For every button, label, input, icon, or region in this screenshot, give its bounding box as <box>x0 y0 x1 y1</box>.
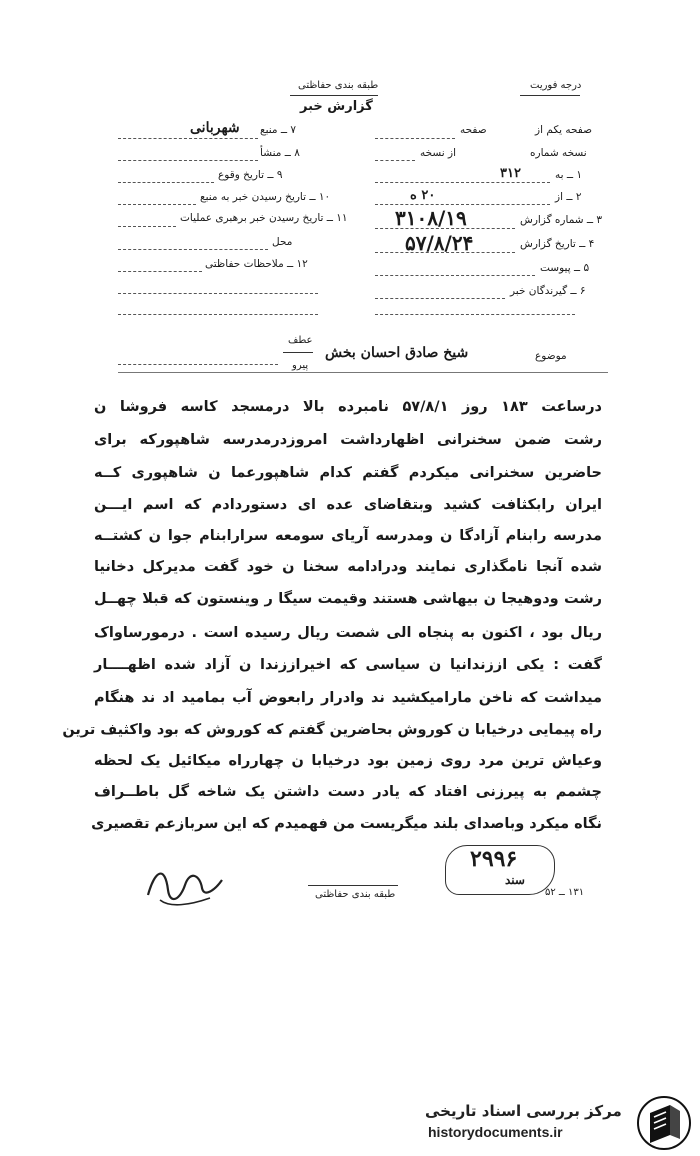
document-title: گزارش خبر <box>300 99 373 114</box>
field-security-notes-label: ۱۲ ــ ملاحظات حفاظتی <box>205 258 308 270</box>
field-report-number-value: ۳۱۰۸/۱۹ <box>395 206 467 230</box>
body-line: میداشت که ناخن مارامیکشید ند وادرار رابعوض آب بمامید اد ند هنگام <box>94 690 602 706</box>
field-from-label: ۲ ــ از <box>555 191 582 203</box>
field-received-source-line <box>118 204 196 205</box>
followup-note: پیرو <box>292 360 309 371</box>
field-source-label: ۷ ــ منبع <box>260 124 297 136</box>
body-line: چشمم به پیرزنی افتاد که یادر دست داشتن یک شاخه گل باطــراف <box>94 784 602 800</box>
stamp-note: سند <box>505 873 525 887</box>
field-recipients-line-2 <box>375 314 575 315</box>
field-received-ops-line <box>118 226 176 227</box>
field-to-value: ۳۱۲ <box>500 166 521 181</box>
reference-note: عطف <box>288 335 313 346</box>
field-occurrence-date-line <box>118 182 214 183</box>
body-line: مدرسه رابنام آزادگا ن ومدرسه آریای سومعه سرارابنام جوا ن کشتــه <box>94 528 602 544</box>
subject-divider <box>118 372 608 373</box>
field-recipients-line <box>375 298 505 299</box>
watermark-url: historydocuments.ir <box>428 1124 563 1140</box>
field-attachment-line <box>375 275 535 276</box>
body-line: ایران رابکثافت کشید وبتقاضای عده ای دستوردادم که اسم ایـــن <box>94 497 602 513</box>
subject-line <box>118 364 278 365</box>
field-copy-line <box>375 160 415 161</box>
subject-note-divider <box>283 352 313 353</box>
classification-top: طبقه بندی حفاظتی <box>298 80 379 91</box>
field-page-label: صفحه یکم از <box>535 124 593 136</box>
urgency-underline <box>520 95 580 96</box>
field-attachment-label: ۵ ــ پیوست <box>540 262 590 274</box>
classification-top-underline <box>290 95 378 96</box>
body-line: نگاه میکرد وباصدای بلند میگریست من فهمیدم که این سربازعم تقصیری <box>91 816 602 832</box>
field-received-source-label: ۱۰ ــ تاریخ رسیدن خبر به منبع <box>200 191 331 203</box>
field-occurrence-date-label: ۹ ــ تاریخ وقوع <box>218 169 283 181</box>
classification-bottom: طبقه بندی حفاظتی <box>315 889 396 900</box>
body-line: ریال بود ، اکنون به پنجاه الی شصت ریال رسیده است . درمورساواک <box>94 625 602 641</box>
field-origin-label: ۸ ــ منشأ <box>260 147 300 159</box>
subject-label: موضوع <box>535 350 567 362</box>
field-origin-line <box>118 160 258 161</box>
field-security-notes-line <box>118 271 202 272</box>
body-line: رشت ودوهیجا ن بیهاشی هستند وقیمت سیگا ر وینستون که قبلا چهــل <box>94 591 602 607</box>
subject-value: شیخ صادق احسان بخش <box>325 345 469 361</box>
field-from-line <box>375 204 550 205</box>
body-line: رشت ضمن سخنرانی اظهارداشت امروزدرمدرسه شاهپورکه برای <box>94 432 602 448</box>
watermark-org: مرکز بررسی اسناد تاریخی <box>425 1102 622 1120</box>
urgency-label: درجه فوریت <box>530 80 582 91</box>
field-extra-line-1 <box>118 293 318 294</box>
field-report-date-label: ۴ ــ تاریخ گزارش <box>520 238 595 250</box>
stamp-number: ۲۹۹۶ <box>470 846 518 872</box>
field-received-ops-label: ۱۱ ــ تاریخ رسیدن خبر برهبری عملیات <box>180 212 348 224</box>
field-copy-value: از نسخه <box>420 147 457 159</box>
field-from-value: ۲۰ ه <box>410 188 436 203</box>
field-copy-label: نسخه شماره <box>530 147 587 159</box>
body-line: راه پیمایی درخیابا ن کوروش بحاضرین گفتم که کوروش که بود واکثیف ترین <box>62 722 602 738</box>
body-line: شده آنجا نامگذاری نمایند ودرادامه سخنا ن خود گفت مدیرکل دخانیا <box>94 559 602 575</box>
form-code: ۱۳۱ ــ ۵۲ <box>545 887 585 898</box>
archive-logo-icon <box>636 1095 692 1151</box>
field-report-date-line <box>375 252 515 253</box>
body-line: گفت : یکی اززندانیا ن سیاسی که اخیراززندا ن آزاد شده اظهــــار <box>94 657 602 673</box>
field-report-date-value: ۵۷/۸/۲۴ <box>405 231 474 255</box>
body-line: درساعت ۱۸۳ روز ۵۷/۸/۱ نامبرده بالا درمسجد کاسه فروشا ن <box>94 399 602 415</box>
field-extra-line-2 <box>118 314 318 315</box>
body-line: وعیاش ترین مرد روی زمین بود درخیابا ن چهارراه میکائیل یک لحظه <box>94 753 602 769</box>
classification-bottom-overline <box>308 885 398 886</box>
body-line: حاضرین سخنرانی میکردم گفتم کدام شاهپورعما ن شاهپوری کــه <box>94 465 602 481</box>
field-report-number-label: ۳ ــ شماره گزارش <box>520 214 603 226</box>
field-source-value: شهربانی <box>190 120 240 136</box>
field-report-number-line <box>375 228 515 229</box>
field-page-line <box>375 138 455 139</box>
field-source-line <box>118 138 258 139</box>
field-page-value: صفحه <box>460 124 487 136</box>
field-to-label: ۱ ــ به <box>555 169 583 181</box>
field-recipients-label: ۶ ــ گیرندگان خبر <box>510 285 586 297</box>
field-to-line <box>375 182 550 183</box>
field-place-line <box>118 249 268 250</box>
field-place-label: محل <box>272 236 293 248</box>
